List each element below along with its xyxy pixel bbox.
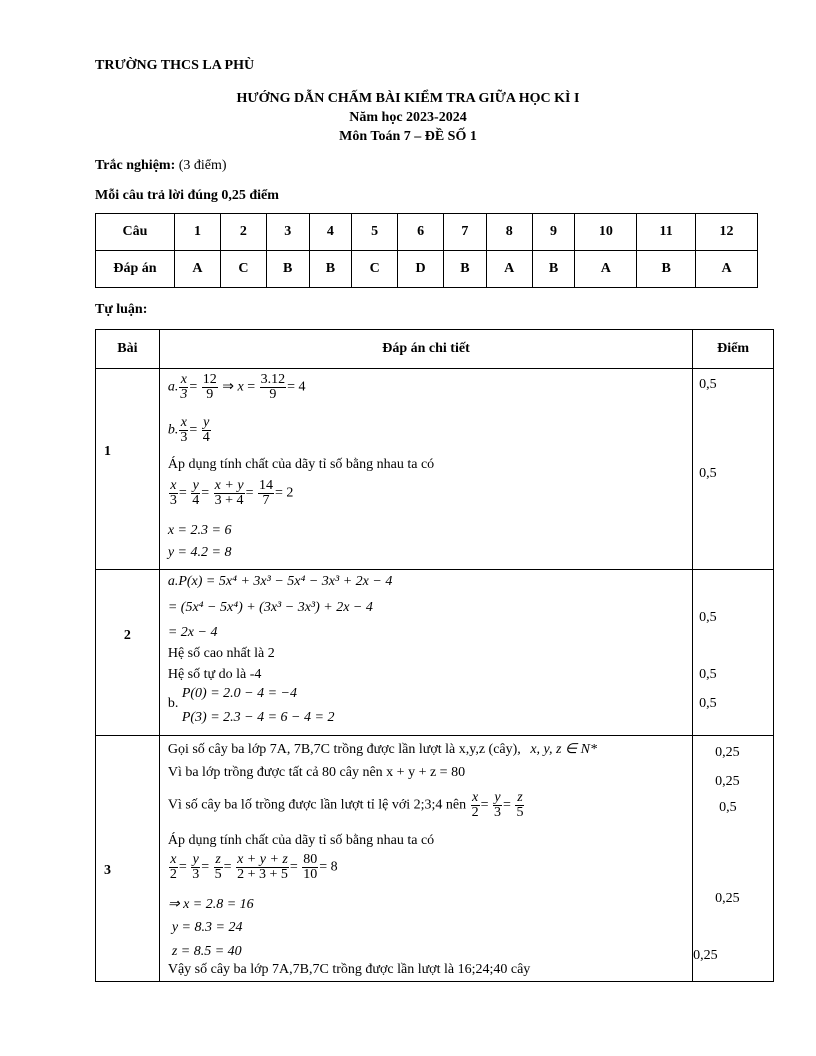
p3-conclusion: Vậy số cây ba lớp 7A,7B,7C trồng được lần lượt là 16;24;40 cây [167,962,531,977]
problem-3-points [693,736,774,982]
points-value: 0,25 [693,948,718,963]
problem-1-points [693,369,774,570]
essay-heading: Tự luận: [95,302,148,317]
mc-question-number: 2 [220,214,266,251]
mc-question-number: 12 [696,214,758,251]
points-value: 0,25 [715,774,740,789]
mc-answer-letter: C [220,251,266,288]
mc-answer-letter: B [637,251,696,288]
mc-question-number: 9 [532,214,575,251]
mc-question-number: 7 [444,214,487,251]
p3-rule: Áp dụng tính chất của dãy tỉ số bằng nhau ta có [167,833,435,848]
mc-answer-row [96,251,758,288]
mc-question-number: 10 [575,214,637,251]
p2-leading-coefficient: Hệ số cao nhất là 2 [167,646,275,661]
p2-result: = 2x − 4 [167,625,218,640]
p3-line-3-text: Vì số cây ba lố trồng được lần lượt tỉ lệ với 2;3;4 nên [167,797,467,813]
mc-heading-label: Trắc nghiệm: [95,158,176,173]
mc-question-number: 8 [486,214,532,251]
essay-row-3 [96,736,774,982]
mc-answer-letter: A [696,251,758,288]
essay-header-row [96,330,774,369]
points-value: 0,25 [715,891,740,906]
problem-number-cell [96,736,160,982]
essay-row-1 [96,369,774,570]
mc-heading-points: (3 điểm) [175,158,227,173]
p3-z-value: z = 8.5 = 40 [171,944,242,959]
p3-line-2: Vì ba lớp trồng được tất cả 80 cây nên x + y + z = 80 [167,765,466,780]
mc-question-number: 6 [398,214,444,251]
points-value: 0,5 [699,667,717,682]
col-header-detail: Đáp án chi tiết [159,330,692,369]
mc-answer-letter: C [352,251,398,288]
problem-1-detail [159,369,692,570]
mc-row-label: Câu [96,214,175,251]
problem-number: 2 [123,628,131,643]
p1-part-b: b. $\frac{x}{3}$ = $\frac{y}{4}$ [167,415,210,445]
p1-rule: Áp dụng tính chất của dãy tỉ số bằng nhau ta có [167,457,435,472]
mc-question-number: 4 [309,214,352,251]
mc-question-number: 5 [352,214,398,251]
col-header-points: Điểm [693,330,774,369]
p1-part-a: a. $\frac{x}{3}$ = $\frac{12}{9}$ ⇒ x = $\frac{3.12}{9}$ = 4 [167,372,306,402]
problem-number: 3 [104,863,111,878]
mc-question-row [96,214,758,251]
p2-p3: P(3) = 2.3 − 4 = 6 − 4 = 2 [181,710,335,725]
p3-line-1-math: x, y, z ∈ N* [530,742,597,757]
problem-2-detail [159,570,692,736]
problem-number-cell [96,570,160,736]
problem-number-cell [96,369,160,570]
p3-x-value: ⇒ x = 2.8 = 16 [167,897,254,912]
mc-answer-letter: B [532,251,575,288]
p2-grouping: = (5x⁴ − 5x⁴) + (3x³ − 3x³) + 2x − 4 [167,600,373,615]
points-value: 0,5 [719,800,737,815]
mc-row-label: Đáp án [96,251,175,288]
mc-answer-table [95,213,758,288]
mc-question-number: 1 [175,214,221,251]
mc-answer-letter: B [444,251,487,288]
p3-line-3: Vì số cây ba lố trồng được lần lượt tỉ lệ với 2;3;4 nên $\frac{x}{2}$ = $\frac{y}{3}$ = $\frac{z}{5}$ [167,790,524,820]
mc-per-question: Mỗi câu trả lời đúng 0,25 điểm [95,188,279,203]
p3-ratio-chain: $\frac{x}{2}$ = $\frac{y}{3}$ = $\frac{z}{5}$ = $\frac{x + y + z}{2 + 3 + 5}$ = $\frac{80}{10}$ = 8 [169,852,338,882]
document-title: HƯỚNG DẪN CHẤM BÀI KIỂM TRA GIỮA HỌC KÌ I [236,91,580,106]
points-value: 0,5 [699,377,717,392]
p3-y-value: y = 8.3 = 24 [171,920,243,935]
school-year: Năm học 2023-2024 [349,110,467,125]
p2-free-coefficient: Hệ số tự do là -4 [167,667,262,682]
p3-line-1 [168,741,597,758]
mc-answer-letter: A [175,251,221,288]
mc-question-number: 3 [266,214,309,251]
points-value: 0,5 [699,610,717,625]
mc-answer-letter: D [398,251,444,288]
p2-part-b-label: b. [167,696,179,711]
mc-answer-letter: A [575,251,637,288]
essay-row-2 [96,570,774,736]
subject-line: Môn Toán 7 – ĐỀ SỐ 1 [339,129,477,144]
mc-answer-letter: A [486,251,532,288]
points-value: 0,25 [715,745,740,760]
mc-question-number: 11 [637,214,696,251]
p1-y-value: y = 4.2 = 8 [167,545,232,560]
school-name: TRƯỜNG THCS LA PHÙ [95,58,255,73]
col-header-bai: Bài [96,330,160,369]
problem-3-detail [159,736,692,982]
essay-answer-table [95,329,774,982]
problem-number: 1 [104,444,111,459]
points-value: 0,5 [699,466,717,481]
p2-part-a: a.P(x) = 5x⁴ + 3x³ − 5x⁴ − 3x³ + 2x − 4 [167,574,393,589]
mc-answer-letter: B [309,251,352,288]
points-value: 0,5 [699,696,717,711]
p3-line-1-text: Gọi số cây ba lớp 7A, 7B,7C trồng được lần lượt là x,y,z (cây), [167,742,521,757]
mc-answer-letter: B [266,251,309,288]
p1-x-value: x = 2.3 = 6 [167,523,232,538]
mc-heading [95,158,227,174]
problem-2-points [693,570,774,736]
p1-ratio-chain: $\frac{x}{3}$ = $\frac{y}{4}$ = $\frac{x + y}{3 + 4}$ = $\frac{14}{7}$ = 2 [169,478,294,508]
p2-p0: P(0) = 2.0 − 4 = −4 [181,686,298,701]
